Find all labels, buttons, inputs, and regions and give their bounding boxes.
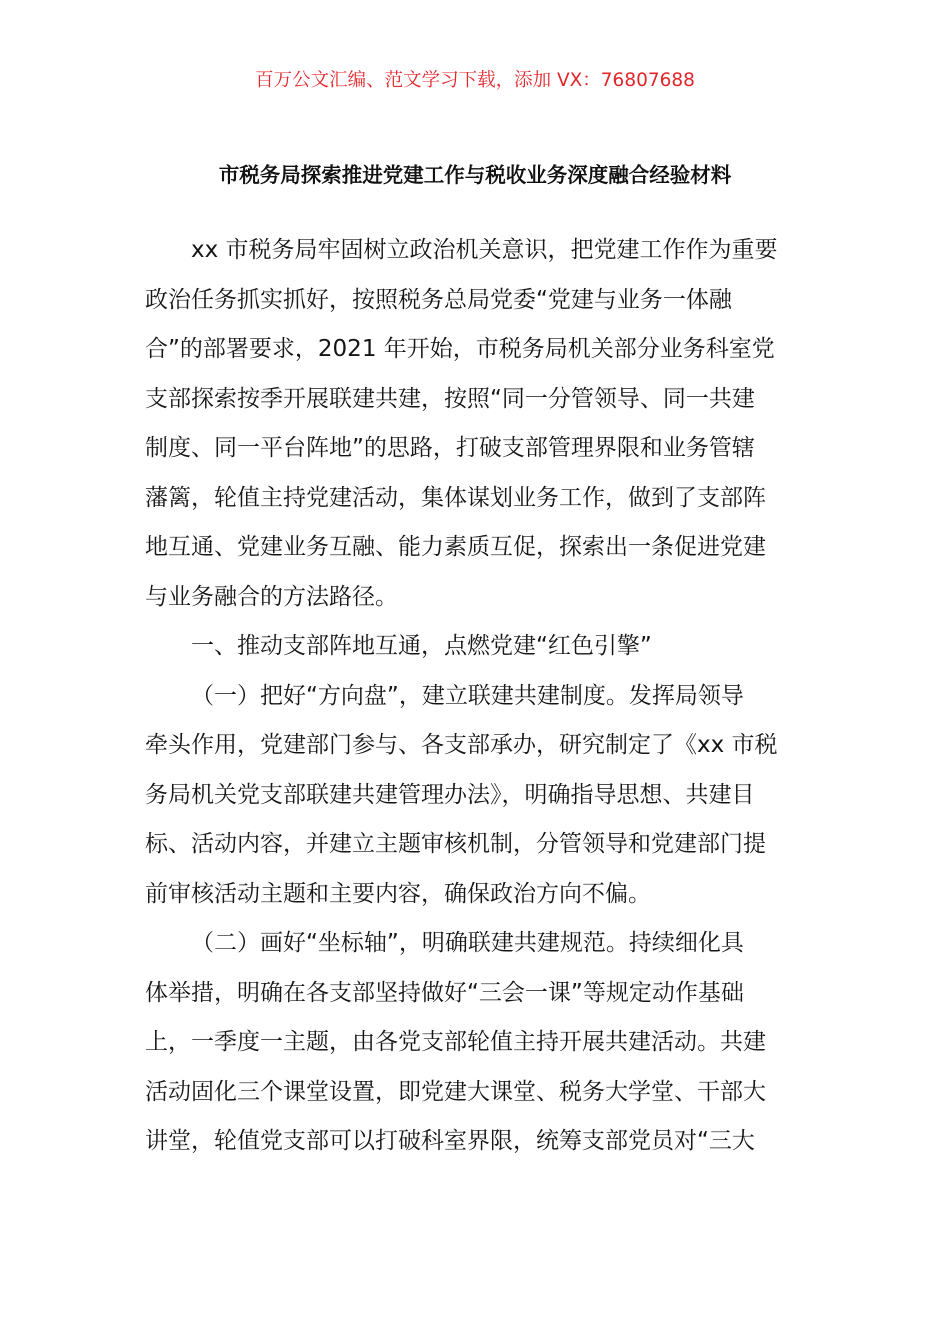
- paragraph-line: 上，一季度一主题，由各党支部轮值主持开展共建活动。共建: [145, 1029, 766, 1055]
- paragraph-line: 前审核活动主题和主要内容，确保政治方向不偏。: [145, 880, 651, 907]
- document-title: 市税务局探索推进党建工作与税收业务深度融合经验材料: [218, 163, 732, 187]
- paragraph-line: 标、活动内容，并建立主题审核机制，分管领导和党建部门提: [145, 831, 766, 857]
- document-body: [145, 226, 805, 1167]
- section-heading: 一、推动支部阵地互通，点燃党建“红色引擎”: [191, 633, 652, 659]
- paragraph-line: 地互通、党建业务互融、能力素质互促，探索出一条促进党建: [145, 534, 766, 560]
- paragraph-line: 讲堂，轮值党支部可以打破科室界限，统筹支部党员对“三大: [145, 1128, 755, 1154]
- paragraph-line: 政治任务抓实抓好，按照税务总局党委“党建与业务一体融: [145, 286, 732, 313]
- paragraph-line: （二）画好“坐标轴”，明确联建共建规范。持续细化具: [191, 930, 744, 956]
- paragraph-line: 活动固化三个课堂设置，即党建大课堂、税务大学堂、干部大: [145, 1078, 766, 1105]
- watermark-header: 百万公文汇编、范文学习下载，添加 VX：76807688: [255, 70, 695, 91]
- paragraph-line: （一）把好“方向盘”，建立联建共建制度。发挥局领导: [191, 682, 744, 709]
- paragraph-line: 牵头作用，党建部门参与、各支部承办，研究制定了《xx 市税: [145, 732, 778, 758]
- paragraph-line: 体举措，明确在各支部坚持做好“三会一课”等规定动作基础: [145, 979, 744, 1006]
- paragraph-line: 支部探索按季开展联建共建，按照“同一分管领导、同一共建: [145, 385, 755, 412]
- paragraph-line: 与业务融合的方法路径。: [145, 583, 398, 610]
- paragraph-line: 务局机关党支部联建共建管理办法》，明确指导思想、共建目: [145, 781, 755, 808]
- paragraph-line: 藩篱，轮值主持党建活动，集体谋划业务工作，做到了支部阵: [145, 484, 766, 511]
- paragraph-line: xx 市税务局牢固树立政治机关意识，把党建工作作为重要: [191, 237, 778, 263]
- paragraph-line: 合”的部署要求，2021 年开始，市税务局机关部分业务科室党: [145, 336, 775, 362]
- paragraph-line: 制度、同一平台阵地”的思路，打破支部管理界限和业务管辖: [145, 435, 755, 461]
